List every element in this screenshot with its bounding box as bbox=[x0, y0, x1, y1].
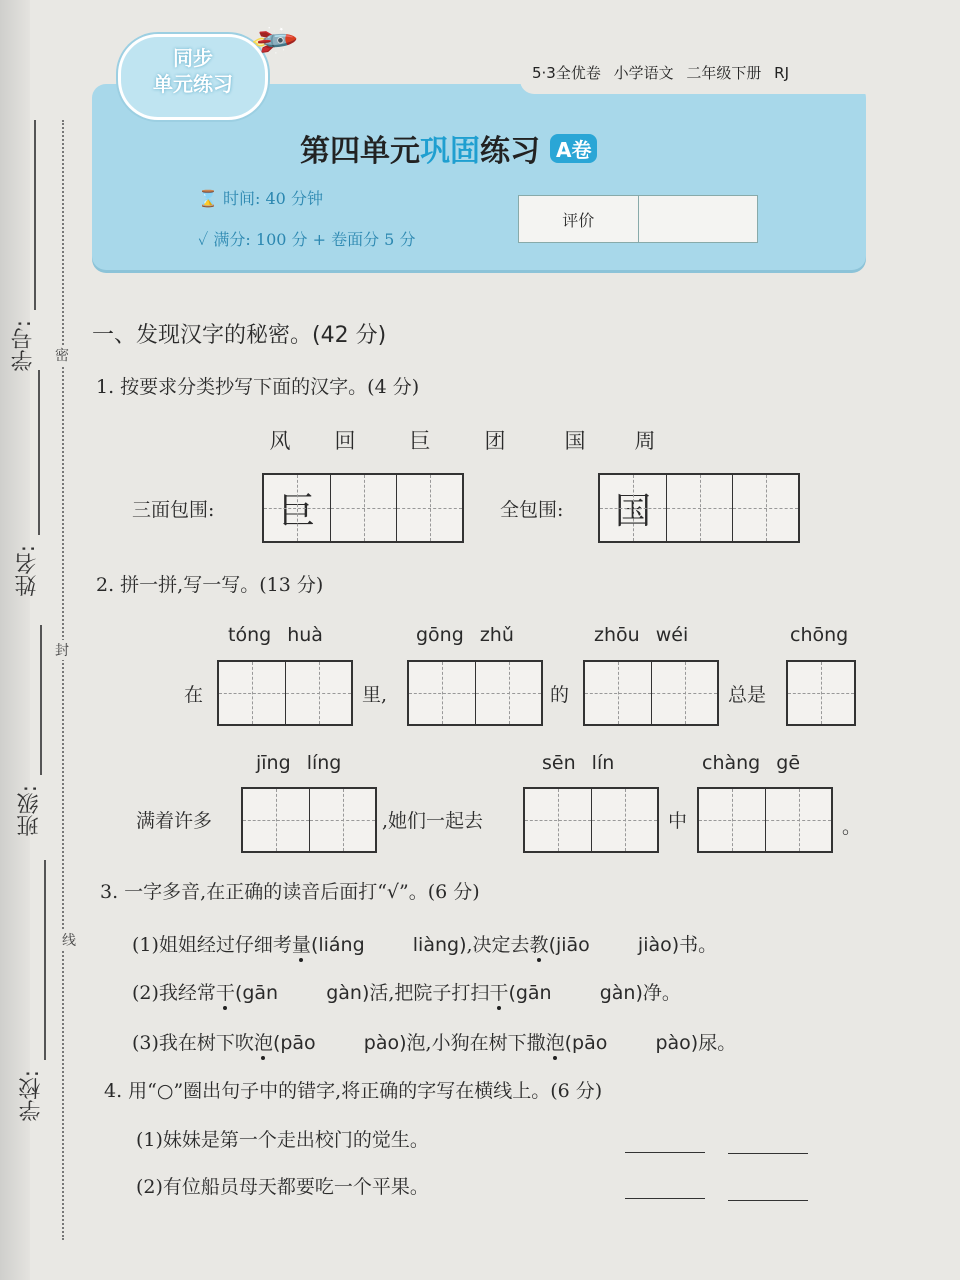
pinyin: gōng zhǔ bbox=[416, 624, 514, 646]
student-id-line[interactable] bbox=[34, 120, 36, 310]
unit-practice-badge bbox=[118, 34, 268, 120]
q4-item: (2)有位船员母天都要吃一个平果。 bbox=[136, 1176, 429, 1198]
q4-prompt: 4. 用“○”圈出句子中的错字,将正确的字写在横线上。(6 分) bbox=[104, 1080, 603, 1102]
class-line[interactable] bbox=[40, 625, 42, 775]
answer-blank[interactable] bbox=[625, 1152, 705, 1153]
answer-blank[interactable] bbox=[728, 1153, 808, 1154]
grid-cell[interactable] bbox=[585, 662, 651, 724]
q3-item: (3)我在树下吹泡(pāo pào)泡,小狗在树下撒泡(pāo pào)尿。 bbox=[132, 1032, 737, 1054]
seal-dotted-line bbox=[62, 120, 64, 1240]
seal-mark-xian: 线 bbox=[62, 930, 76, 950]
student-id-label: 学号: bbox=[11, 320, 36, 372]
grid-cell[interactable]: 国 bbox=[600, 475, 666, 541]
name-label: 姓名: bbox=[15, 545, 40, 597]
q2-text: 满着许多 bbox=[136, 810, 213, 832]
q1-label-three-sided: 三面包围: bbox=[132, 499, 215, 521]
badge-line2: 单元练习 bbox=[153, 72, 233, 96]
title-badge: A卷 bbox=[550, 134, 597, 163]
grid-cell[interactable] bbox=[219, 662, 285, 724]
score-info: ✓ 满分: 100 分 + 卷面分 5 分 bbox=[198, 230, 416, 249]
grid-cell[interactable] bbox=[475, 662, 541, 724]
q2-grid[interactable] bbox=[217, 660, 353, 726]
q2-grid[interactable] bbox=[786, 660, 856, 726]
q2-grid[interactable] bbox=[407, 660, 543, 726]
q2-text: 中 bbox=[668, 810, 688, 832]
q2-text: 总是 bbox=[728, 684, 767, 706]
q1-char-list bbox=[255, 425, 675, 455]
q3-item: (1)姐姐经过仔细考量(liáng liàng),决定去教(jiāo jiào)书。 bbox=[132, 934, 718, 956]
grid-cell[interactable] bbox=[765, 789, 831, 851]
q2-text: 在 bbox=[184, 684, 204, 706]
evaluation-label: 评价 bbox=[562, 210, 595, 230]
check-circle-icon: ✓ bbox=[198, 230, 214, 249]
badge-line1: 同步 bbox=[173, 46, 213, 70]
name-line[interactable] bbox=[38, 370, 40, 535]
q2-prompt: 2. 拼一拼,写一写。(13 分) bbox=[96, 574, 324, 596]
grid-cell[interactable] bbox=[409, 662, 475, 724]
pinyin: chàng gē bbox=[702, 752, 801, 774]
grid-cell[interactable] bbox=[651, 662, 717, 724]
pinyin: jīng líng bbox=[256, 752, 342, 774]
grid-cell[interactable] bbox=[788, 662, 854, 724]
class-label: 班级: bbox=[17, 785, 42, 837]
evaluation-field[interactable] bbox=[638, 196, 758, 242]
q1-grid-full[interactable] bbox=[598, 473, 800, 543]
grid-cell[interactable] bbox=[243, 789, 309, 851]
q4-item: (1)妹妹是第一个走出校门的觉生。 bbox=[136, 1129, 429, 1151]
q2-text: 。 bbox=[842, 816, 862, 838]
grid-cell[interactable] bbox=[309, 789, 375, 851]
pinyin: chōng bbox=[790, 624, 849, 646]
pinyin: zhōu wéi bbox=[594, 624, 689, 646]
char: 回 bbox=[334, 429, 356, 453]
grid-cell[interactable] bbox=[666, 475, 732, 541]
evaluation-box bbox=[518, 195, 758, 243]
q2-text: 里, bbox=[362, 684, 388, 706]
page-title: 第四单元巩固练习 A卷 bbox=[300, 126, 597, 170]
grid-cell[interactable] bbox=[330, 475, 396, 541]
grid-cell[interactable] bbox=[732, 475, 798, 541]
series-info: 5·3全优卷 小学语文 二年级下册 RJ bbox=[532, 64, 790, 82]
q2-text: 的 bbox=[550, 684, 570, 706]
char: 团 bbox=[484, 429, 506, 453]
section-title: 一、发现汉字的秘密。(42 分) bbox=[92, 323, 387, 348]
grid-cell[interactable]: 巨 bbox=[264, 475, 330, 541]
clock-icon: ⌛ bbox=[198, 189, 224, 208]
seal-mark-mi: 密 bbox=[55, 345, 69, 365]
school-line[interactable] bbox=[44, 860, 46, 1060]
q1-grid-three-sided[interactable] bbox=[262, 473, 464, 543]
grid-cell[interactable] bbox=[285, 662, 351, 724]
char: 国 bbox=[564, 429, 586, 453]
grid-cell[interactable] bbox=[699, 789, 765, 851]
grid-cell[interactable] bbox=[396, 475, 462, 541]
pinyin: sēn lín bbox=[542, 752, 615, 774]
q1-prompt: 1. 按要求分类抄写下面的汉字。(4 分) bbox=[96, 376, 420, 398]
char: 巨 bbox=[409, 429, 431, 453]
answer-blank[interactable] bbox=[728, 1200, 808, 1201]
time-info: ⌛ 时间: 40 分钟 bbox=[198, 189, 323, 208]
q2-grid[interactable] bbox=[583, 660, 719, 726]
answer-blank[interactable] bbox=[625, 1198, 705, 1199]
q3-item: (2)我经常干(gān gàn)活,把院子打扫干(gān gàn)净。 bbox=[132, 982, 681, 1004]
grid-cell[interactable] bbox=[525, 789, 591, 851]
grid-cell[interactable] bbox=[591, 789, 657, 851]
pinyin: tóng huà bbox=[228, 624, 323, 646]
q2-grid[interactable] bbox=[697, 787, 833, 853]
seal-mark-feng: 封 bbox=[55, 640, 69, 660]
char: 周 bbox=[634, 429, 656, 453]
q2-grid[interactable] bbox=[241, 787, 377, 853]
q3-prompt: 3. 一字多音,在正确的读音后面打“√”。(6 分) bbox=[100, 881, 480, 903]
rocket-icon: 🚀 bbox=[248, 16, 300, 67]
q2-grid[interactable] bbox=[523, 787, 659, 853]
q1-label-full: 全包围: bbox=[500, 499, 564, 521]
char: 风 bbox=[269, 429, 291, 453]
school-label: 学校: bbox=[19, 1070, 44, 1122]
q2-text: ,她们一起去 bbox=[382, 810, 484, 832]
